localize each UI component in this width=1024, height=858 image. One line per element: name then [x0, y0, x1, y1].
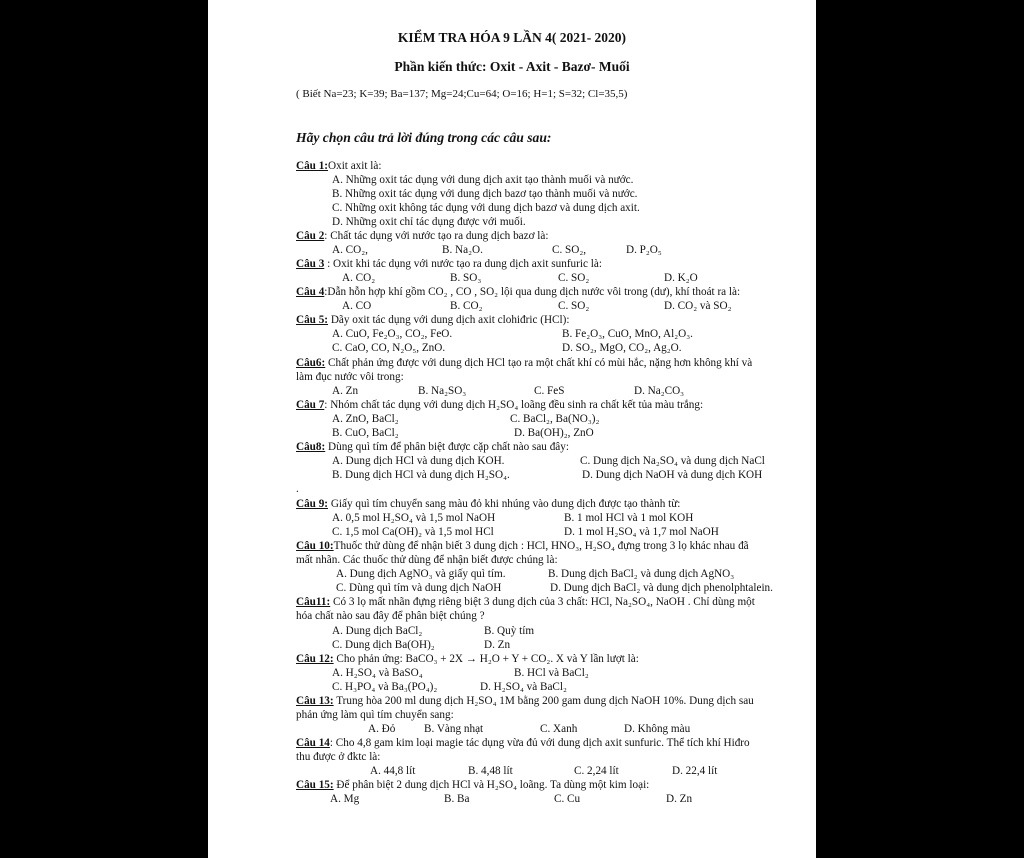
option: C. Xanh — [540, 723, 578, 735]
question-label: Câu 1: — [296, 160, 329, 172]
question-1 — [296, 160, 381, 173]
option: D. Ba(OH)₂, ZnO — [514, 427, 594, 439]
option: D. H₂SO₄ và BaCl₂ — [480, 681, 567, 693]
question-label: Câu6: — [296, 357, 326, 369]
option: A. Zn — [332, 385, 359, 397]
option: C. BaCl₂, Ba(NO₃)₂ — [510, 413, 600, 425]
question-5 — [296, 314, 569, 327]
option: C. Cu — [554, 793, 581, 805]
instruction: Hãy chọn câu trả lời đúng trong các câu sau: — [296, 130, 552, 145]
option: B. Quỳ tím — [484, 625, 535, 637]
question-text: Giấy quì tím chuyển sang màu đỏ khi nhúng vào dung dịch được tạo thành từ: — [328, 498, 681, 510]
question-label: Câu 15: — [296, 779, 334, 791]
option: D. Những oxit chỉ tác dụng được với muối. — [332, 216, 526, 228]
question-continuation: phản ứng làm quì tím chuyển sang: — [296, 709, 454, 721]
option: B. Na₂O. — [442, 244, 483, 256]
option: D. P₂O₅ — [626, 244, 662, 256]
question-13 — [296, 695, 754, 708]
option: A. CO — [342, 300, 372, 312]
question-label: Câu 5: — [296, 314, 329, 326]
question-text: : Cho 4,8 gam kim loại magie tác dụng vừa đủ với dung dịch axit sunfuric. Thể tích khí Hiđro — [329, 737, 750, 749]
option: B. Những oxit tác dụng với dung dịch bazơ tạo thành muối và nước. — [332, 188, 638, 200]
option: D. Zn — [666, 793, 693, 805]
question-11 — [296, 596, 755, 609]
question-label: Câu11: — [296, 596, 331, 608]
option: B. 1 mol HCl và 1 mol KOH — [564, 512, 694, 524]
question-text: Oxit axit là: — [328, 160, 382, 172]
option: D. CO₂ và SO₂ — [664, 300, 732, 312]
question-14 — [296, 737, 750, 750]
option: A. Đỏ — [368, 723, 396, 735]
stray-dot: . — [296, 483, 299, 495]
question-12 — [296, 653, 639, 666]
option: C. Dung dịch Na₂SO₄ và dung dịch NaCl — [580, 455, 765, 467]
question-continuation: mất nhãn. Các thuốc thử dùng để nhận biết được chúng là: — [296, 554, 558, 566]
question-15 — [296, 779, 649, 792]
question-text: : Oxit khi tác dụng với nước tạo ra dung dịch axit sunfuric là: — [324, 258, 602, 270]
question-label: Câu 3 — [296, 258, 325, 270]
option: D. Na₂CO₃ — [634, 385, 685, 397]
question-continuation: làm đục nước vôi trong: — [296, 371, 404, 383]
option: D. SO₂, MgO, CO₂, Ag₂O. — [562, 342, 682, 354]
question-text: : Nhóm chất tác dụng với dung dịch H₂SO₄ loãng đều sinh ra chất kết tủa màu trắng: — [324, 399, 704, 411]
question-7 — [296, 399, 703, 412]
option: A. Dung dịch HCl và dung dịch KOH. — [332, 455, 505, 467]
question-label: Câu 2 — [296, 230, 325, 242]
option: C. Những oxit không tác dụng với dung dịch bazơ và dung dịch axit. — [332, 202, 640, 214]
option: D. Không màu — [624, 723, 691, 735]
question-6 — [296, 357, 752, 370]
option: B. CO₂ — [450, 300, 483, 312]
question-8 — [296, 441, 569, 454]
option: B. Dung dịch BaCl₂ và dung dịch AgNO₃ — [548, 568, 735, 580]
option: D. K₂O — [664, 272, 698, 284]
option: A. CO₂ — [342, 272, 376, 284]
question-label: Câu 7 — [296, 399, 325, 411]
option: C. H₃PO₄ và Ba₃(PO₄)₂ — [332, 681, 438, 693]
option: B. Fe₂O₃, CuO, MnO, Al₂O₃. — [562, 328, 693, 340]
option: C. SO₂ — [558, 272, 590, 284]
question-text: : Chất tác dụng với nước tạo ra dung dịch bazơ là: — [324, 230, 549, 242]
question-text: Có 3 lọ mất nhãn đựng riêng biệt 3 dung dịch của 3 chất: HCl, Na₂SO₄, NaOH . Chỉ dùng một — [330, 596, 755, 608]
option: A. Những oxit tác dụng với dung dịch axit tạo thành muối và nước. — [332, 174, 634, 186]
option: B. CuO, BaCl₂ — [332, 427, 399, 439]
exam-subtitle: Phần kiến thức: Oxit - Axit - Bazơ- Muối — [394, 59, 630, 74]
option: C. CaO, CO, N₂O₅, ZnO. — [332, 342, 446, 354]
option: B. Vàng nhạt — [424, 723, 484, 735]
option: C. Dùng quì tím và dung dịch NaOH — [336, 582, 502, 594]
option: A. Dung dịch AgNO₃ và giấy quì tím. — [336, 568, 506, 580]
question-label: Câu 10: — [296, 540, 334, 552]
question-2 — [296, 230, 549, 243]
option: A. H₂SO₄ và BaSO₄ — [332, 667, 423, 679]
option: A. CuO, Fe₂O₃, CO₂, FeO. — [332, 328, 453, 340]
question-text: Cho phản ứng: BaCO₃ + 2X → H₂O + Y + CO₂. X và Y lần lượt là: — [333, 653, 639, 665]
question-text: Trung hòa 200 ml dung dịch H₂SO₄ 1M bằng 200 gam dung dịch NaOH 10%. Dung dịch sau — [333, 695, 754, 707]
question-label: Câu 4 — [296, 286, 325, 298]
option: A. ZnO, BaCl₂ — [332, 413, 399, 425]
option: B. 4,48 lít — [468, 765, 513, 777]
question-label: Câu 14 — [296, 737, 330, 749]
atomic-mass-note: ( Biết Na=23; K=39; Ba=137; Mg=24;Cu=64; O=16; H=1; S=32; Cl=35,5) — [296, 88, 628, 100]
option: B. SO₃ — [450, 272, 482, 284]
question-continuation: thu được ở đktc là: — [296, 751, 381, 763]
question-3 — [296, 258, 602, 271]
question-label: Câu8: — [296, 441, 326, 453]
option: A. Mg — [330, 793, 360, 805]
question-text: :Dẫn hỗn hợp khí gồm CO₂ , CO , SO₂ lội qua dung dịch nước vôi trong (dư), khí thoát ra là: — [324, 286, 741, 298]
question-label: Câu 13: — [296, 695, 334, 707]
option: C. SO₂ — [558, 300, 590, 312]
option: A. 44,8 lít — [370, 765, 416, 777]
question-text: Thuốc thử dùng để nhận biết 3 dung dịch : HCl, HNO₃, H₂SO₄ đựng trong 3 lọ khác nhau đã — [333, 540, 749, 552]
option: C. 2,24 lít — [574, 765, 619, 777]
question-text: Dùng quì tím để phân biệt được cặp chất nào sau đây: — [325, 441, 569, 453]
option: A. 0,5 mol H₂SO₄ và 1,5 mol NaOH — [332, 512, 496, 524]
option: D. Zn — [484, 639, 511, 651]
option: D. Dung dịch NaOH và dung dịch KOH — [582, 469, 763, 481]
question-text: Chất phản ứng được với dung dịch HCl tạo ra một chất khí có mùi hắc, nặng hơn không khí và — [325, 357, 753, 369]
option: B. HCl và BaCl₂ — [514, 667, 589, 679]
option: C. SO₂, — [552, 244, 587, 256]
option: B. Ba — [444, 793, 470, 805]
option: B. Dung dịch HCl và dung dịch H₂SO₄. — [332, 469, 510, 481]
option: C. FeS — [534, 385, 565, 397]
option: A. Dung dịch BaCl₂ — [332, 625, 423, 637]
question-4 — [296, 286, 740, 299]
option: D. 1 mol H₂SO₄ và 1,7 mol NaOH — [564, 526, 719, 538]
exam-title: KIỂM TRA HÓA 9 LẦN 4( 2021- 2020) — [397, 30, 627, 45]
question-continuation: hóa chất nào sau đây để phân biệt chúng ? — [296, 610, 485, 622]
option: A. CO₂, — [332, 244, 368, 256]
option: C. 1,5 mol Ca(OH)₂ và 1,5 mol HCl — [332, 526, 494, 538]
question-text: Để phân biệt 2 dung dịch HCl và H₂SO₄ loãng. Ta dùng một kim loại: — [333, 779, 650, 791]
question-label: Câu 9: — [296, 498, 329, 510]
question-text: Dãy oxit tác dụng với dung dịch axit clohiđric (HCl): — [328, 314, 570, 326]
question-9 — [296, 498, 680, 511]
question-label: Câu 12: — [296, 653, 334, 665]
option: D. 22,4 lít — [672, 765, 718, 777]
question-10 — [296, 540, 749, 553]
option: B. Na₂SO₃ — [418, 385, 467, 397]
option: D. Dung dịch BaCl₂ và dung dịch phenolphtalein. — [550, 582, 773, 594]
exam-paper — [208, 0, 816, 858]
option: C. Dung dịch Ba(OH)₂ — [332, 639, 435, 651]
